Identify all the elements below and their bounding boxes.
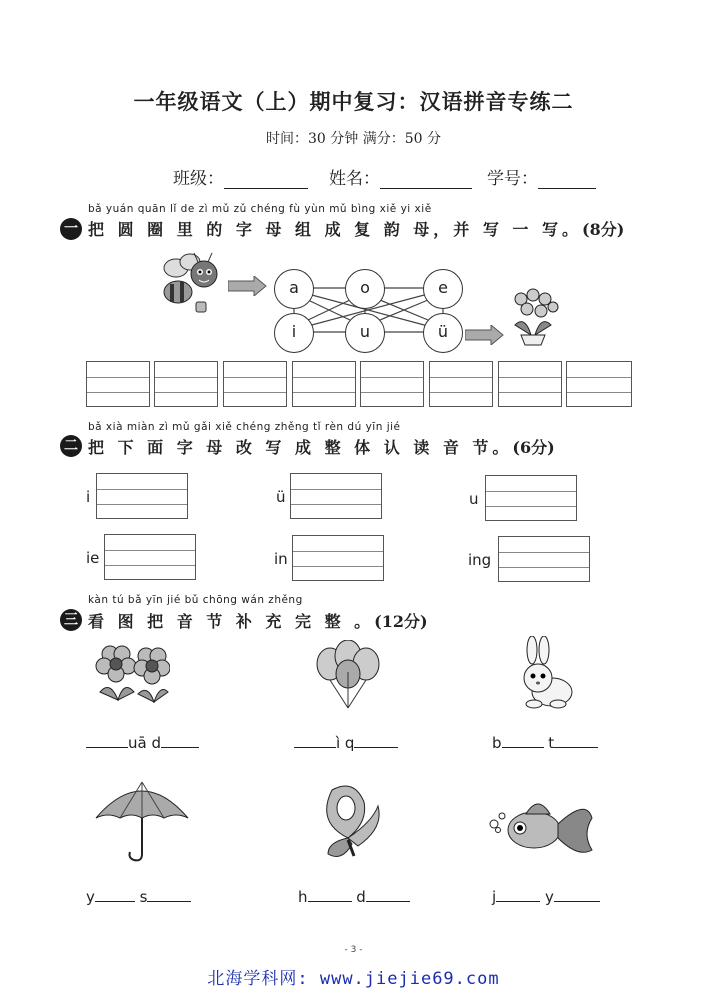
section2-text: 把 下 面 字 母 改 写 成 整 体 认 读 音 节。 [88,438,513,457]
bee-icon [152,250,227,320]
writing-box[interactable] [104,534,196,580]
page-number: - 3 - [344,945,363,955]
item-label-u: u [469,490,479,508]
section1-badge: 一 [60,218,82,240]
letter-circle-e: e [423,269,463,309]
item-label-ing: ing [468,551,492,569]
section1-pinyin: bǎ yuán quān lǐ de zì mǔ zǔ chéng fù yùn mǔ bìng xiě yi xiě [88,203,432,215]
pinyin-fragment: ì q [336,734,355,752]
name-field [329,164,472,189]
answer-blank[interactable] [294,732,336,748]
section2-badge: 二 [60,435,82,457]
writing-box[interactable] [223,361,287,407]
umbrella-icon [94,778,190,864]
letter-circle-u-umlaut: ü [423,313,463,353]
fill-item-goldfish [492,886,600,906]
answer-blank[interactable] [554,732,598,748]
answer-blank[interactable] [308,886,352,902]
answer-blank[interactable] [86,732,128,748]
answer-blank[interactable] [147,886,191,902]
section2-pinyin: bǎ xià miàn zì mǔ gǎi xiě chéng zhěng tǐ rèn dú yīn jié [88,421,401,433]
item-label-i: i [86,488,91,506]
item-label-ie: ie [86,549,100,567]
section1-score: (8分) [582,220,625,239]
pinyin-fragment: uā d [128,734,161,752]
letter-circle-a: a [274,269,314,309]
pinyin-fragment: t [543,734,555,752]
page-title: 一年级语文（上）期中复习：汉语拼音专练二 [133,90,574,114]
goldfish-icon [486,794,594,864]
pinyin-fragment: b [492,734,502,752]
letter-circle-u: u [345,313,385,353]
balloons-icon [312,640,384,714]
writing-box[interactable] [429,361,493,407]
writing-box[interactable] [290,473,382,519]
item-label-u-umlaut: ü [276,488,286,506]
writing-box[interactable] [86,361,150,407]
student-id-field [487,164,596,189]
writing-box[interactable] [154,361,218,407]
section3-score: (12分) [374,612,428,631]
arrow-right-icon [465,325,505,345]
pinyin-fragment: d [351,888,366,906]
name-label: 姓名： [329,169,380,189]
section2-score: (6分) [512,438,555,457]
writing-box[interactable] [498,536,590,582]
writing-box[interactable] [485,475,577,521]
answer-blank[interactable] [366,886,410,902]
section1-text: 把 圆 圈 里 的 字 母 组 成 复 韵 母，并 写 一 写。 [88,220,582,239]
pinyin-fragment: h [298,888,308,906]
class-field [173,164,308,189]
writing-box[interactable] [498,361,562,407]
flowers-icon [90,640,170,704]
name-blank[interactable] [380,170,472,189]
section2-question [88,435,555,458]
class-label: 班级： [173,169,224,189]
rabbit-icon [512,636,576,712]
section1-answer-boxes [86,361,632,407]
flower-pot-icon [503,285,563,347]
pinyin-fragment: s [134,888,148,906]
class-blank[interactable] [224,170,308,189]
letter-circle-i: i [274,313,314,353]
pinyin-fragment: y [86,888,95,906]
section3-pinyin: kàn tú bǎ yīn jié bǔ chōng wán zhěng [88,594,303,606]
answer-blank[interactable] [354,732,398,748]
answer-blank[interactable] [554,886,600,902]
section1-question [88,217,624,240]
writing-box[interactable] [96,473,188,519]
letter-circle-o: o [345,269,385,309]
item-label-in: in [274,550,288,568]
writing-box[interactable] [292,535,384,581]
writing-box[interactable] [292,361,356,407]
fill-item-flower [86,732,199,752]
answer-blank[interactable] [502,732,544,748]
answer-blank[interactable] [161,732,199,748]
fill-item-rabbit [492,732,598,752]
footer-site-link[interactable]: 北海学科网: www.jiejie69.com [207,969,500,989]
section3-badge: 三 [60,609,82,631]
section3-text: 看 图 把 音 节 补 充 完 整 。 [88,612,375,631]
pinyin-fragment: j [492,888,497,906]
answer-blank[interactable] [95,886,135,902]
student-id-blank[interactable] [538,170,596,189]
exam-time-score: 时间：30 分钟 满分：50 分 [266,131,441,147]
writing-box[interactable] [566,361,632,407]
fill-item-umbrella [86,886,191,906]
fill-item-balloon [294,732,398,752]
writing-box[interactable] [360,361,424,407]
pinyin-fragment: y [540,888,554,906]
section3-question [88,609,428,632]
fill-item-butterfly [298,886,410,906]
arrow-right-icon [228,276,268,296]
butterfly-icon [318,782,384,866]
student-id-label: 学号： [487,169,538,189]
answer-blank[interactable] [496,886,540,902]
